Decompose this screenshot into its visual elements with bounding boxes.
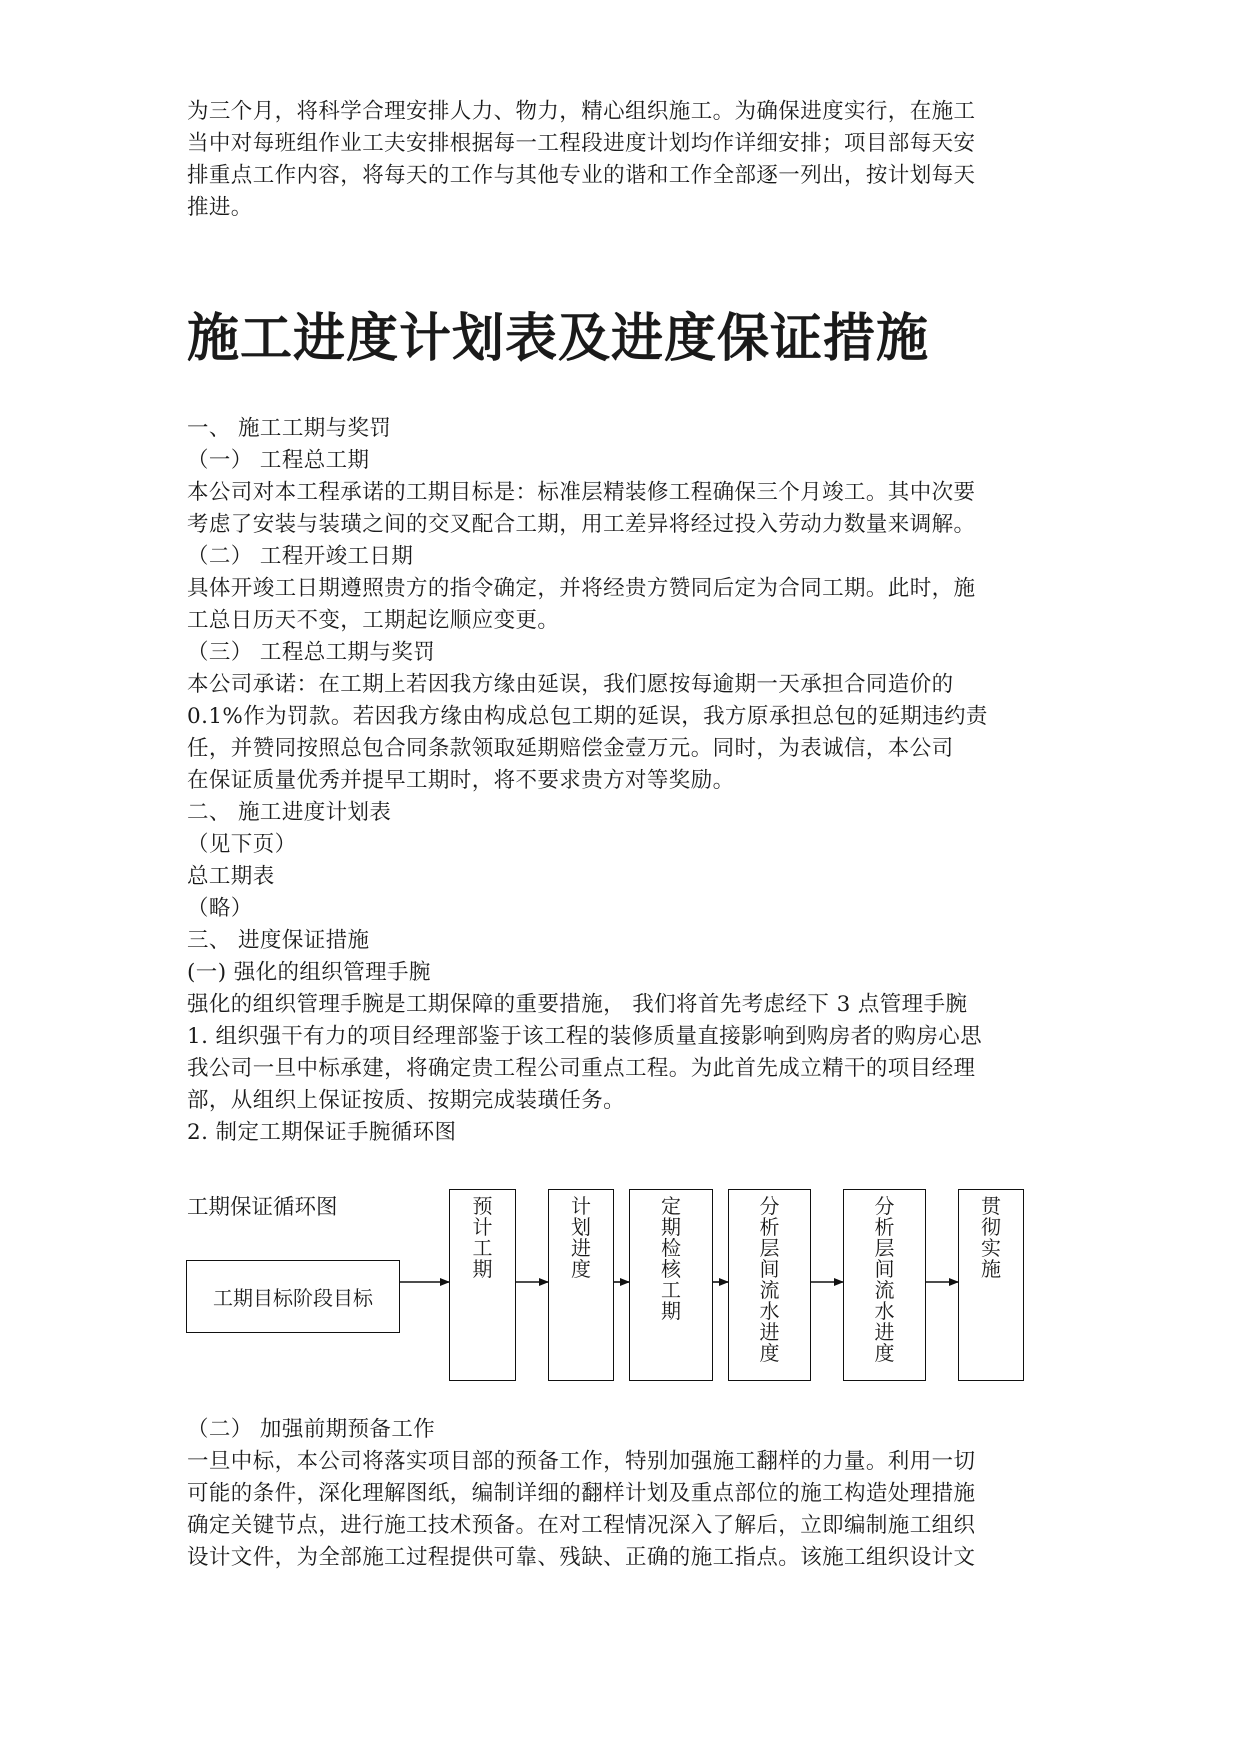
flow-step-char: 期 (472, 1257, 493, 1281)
text-line: 我公司一旦中标承建，将确定贵工程公司重点工程。为此首先成立精干的项目经理 (187, 1056, 976, 1081)
text-line: （略） (187, 896, 253, 921)
flow-step-char: 进 (874, 1320, 895, 1344)
text-line: 任，并赞同按照总包合同条款领取延期赔偿金壹万元。同时，为表诚信，本公司 (187, 736, 954, 761)
text-line: 可能的条件，深化理解图纸，编制详细的翻样计划及重点部位的施工构造处理措施 (187, 1481, 976, 1506)
flow-step-char: 计 (472, 1215, 493, 1239)
flow-step-char: 工 (661, 1278, 681, 1302)
subsection-heading: （二） 工程开竣工日期 (187, 544, 414, 569)
flow-step-char: 度 (571, 1257, 591, 1281)
text-line: 本公司承诺：在工期上若因我方缘由延误，我们愿按每逾期一天承担合同造价的 (187, 672, 954, 697)
subsection-heading: (一) 强化的组织管理手腕 (187, 960, 431, 985)
flow-step-char: 计 (571, 1194, 591, 1218)
flow-step-char: 析 (874, 1215, 895, 1239)
flow-step-label (630, 1196, 712, 1322)
section-heading: 三、 进度保证措施 (187, 928, 370, 953)
text-line: 为三个月，将科学合理安排人力、物力，精心组织施工。为确保进度实行，在施工 (187, 99, 976, 124)
text-line: 具体开竣工日期遵照贵方的指令确定，并将经贵方赞同后定为合同工期。此时，施 (187, 576, 976, 601)
flow-step-char: 贯 (981, 1194, 1001, 1218)
flow-step-label (959, 1196, 1023, 1280)
flow-step-char: 期 (661, 1215, 681, 1239)
flow-step-label (729, 1196, 810, 1364)
document-title: 施工进度计划表及进度保证措施 (187, 309, 930, 369)
flow-step-char: 预 (472, 1194, 493, 1218)
flow-start-label: 工期目标阶段目标 (213, 1286, 373, 1310)
flow-step-box (728, 1189, 811, 1381)
text-line: 2. 制定工期保证手腕循环图 (187, 1120, 457, 1145)
flow-step-char: 间 (759, 1257, 780, 1281)
flow-step-char: 分 (874, 1194, 895, 1218)
flow-start-box (186, 1260, 400, 1333)
text-line: 一旦中标，本公司将落实项目部的预备工作，特别加强施工翻样的力量。利用一切 (187, 1449, 976, 1474)
subsection-heading: （一） 工程总工期 (187, 448, 370, 473)
flow-step-char: 水 (874, 1299, 895, 1323)
text-line: 总工期表 (187, 864, 275, 889)
flow-step-char: 实 (981, 1236, 1001, 1260)
text-line: 1. 组织强干有力的项目经理部鉴于该工程的装修质量直接影响到购房者的购房心思 (187, 1024, 983, 1049)
text-line: 强化的组织管理手腕是工期保障的重要措施， 我们将首先考虑经下 3 点管理手腕 (187, 992, 968, 1017)
section-heading: 一、 施工工期与奖罚 (187, 416, 392, 441)
text-line: 推进。 (187, 195, 253, 220)
flow-step-char: 流 (874, 1278, 895, 1302)
subsection-heading: （三） 工程总工期与奖罚 (187, 640, 436, 665)
flowchart-label: 工期保证循环图 (187, 1195, 338, 1220)
text-line: 排重点工作内容，将每天的工作与其他专业的谐和工作全部逐一列出，按计划每天 (187, 163, 976, 188)
text-line: 确定关键节点，进行施工技术预备。在对工程情况深入了解后，立即编制施工组织 (187, 1513, 976, 1538)
flow-step-char: 间 (874, 1257, 895, 1281)
text-line: 本公司对本工程承诺的工期目标是：标准层精装修工程确保三个月竣工。其中次要 (187, 480, 976, 505)
flow-step-label (844, 1196, 925, 1364)
flow-step-box (449, 1189, 516, 1381)
flow-step-char: 施 (981, 1257, 1001, 1281)
flow-step-char: 工 (472, 1236, 493, 1260)
flow-step-label (549, 1196, 613, 1280)
flow-step-char: 划 (571, 1215, 591, 1239)
flow-step-char: 进 (759, 1320, 780, 1344)
flow-step-char: 期 (661, 1299, 681, 1323)
flow-step-char: 核 (661, 1257, 681, 1281)
flow-step-box (629, 1189, 713, 1381)
text-line: 当中对每班组作业工夫安排根据每一工程段进度计划均作详细安排；项目部每天安 (187, 131, 976, 156)
flow-step-char: 检 (661, 1236, 681, 1260)
flow-step-box (843, 1189, 926, 1381)
flow-step-box (958, 1189, 1024, 1381)
text-line: 工总日历天不变，工期起讫顺应变更。 (187, 608, 560, 633)
flow-step-char: 层 (759, 1236, 780, 1260)
flow-step-char: 进 (571, 1236, 591, 1260)
flow-step-char: 析 (759, 1215, 780, 1239)
flow-step-char: 分 (759, 1194, 780, 1218)
flow-step-char: 层 (874, 1236, 895, 1260)
text-line: 0.1%作为罚款。若因我方缘由构成总包工期的延误，我方原承担总包的延期违约责 (187, 704, 988, 729)
flow-step-char: 度 (759, 1341, 780, 1365)
text-line: 考虑了安装与装璜之间的交叉配合工期，用工差异将经过投入劳动力数量来调解。 (187, 512, 976, 537)
subsection-heading: （二） 加强前期预备工作 (187, 1417, 436, 1442)
flow-step-char: 定 (661, 1194, 681, 1218)
flow-step-char: 彻 (981, 1215, 1001, 1239)
text-line: 在保证质量优秀并提早工期时，将不要求贵方对等奖励。 (187, 768, 735, 793)
flow-step-box (548, 1189, 614, 1381)
flow-step-label (450, 1196, 515, 1280)
flow-step-char: 流 (759, 1278, 780, 1302)
flow-step-char: 度 (874, 1341, 895, 1365)
text-line: （见下页） (187, 832, 297, 857)
text-line: 部，从组织上保证按质、按期完成装璜任务。 (187, 1088, 626, 1113)
section-heading: 二、 施工进度计划表 (187, 800, 392, 825)
flow-step-char: 水 (759, 1299, 780, 1323)
text-line: 设计文件，为全部施工过程提供可靠、残缺、正确的施工指点。该施工组织设计文 (187, 1545, 976, 1570)
